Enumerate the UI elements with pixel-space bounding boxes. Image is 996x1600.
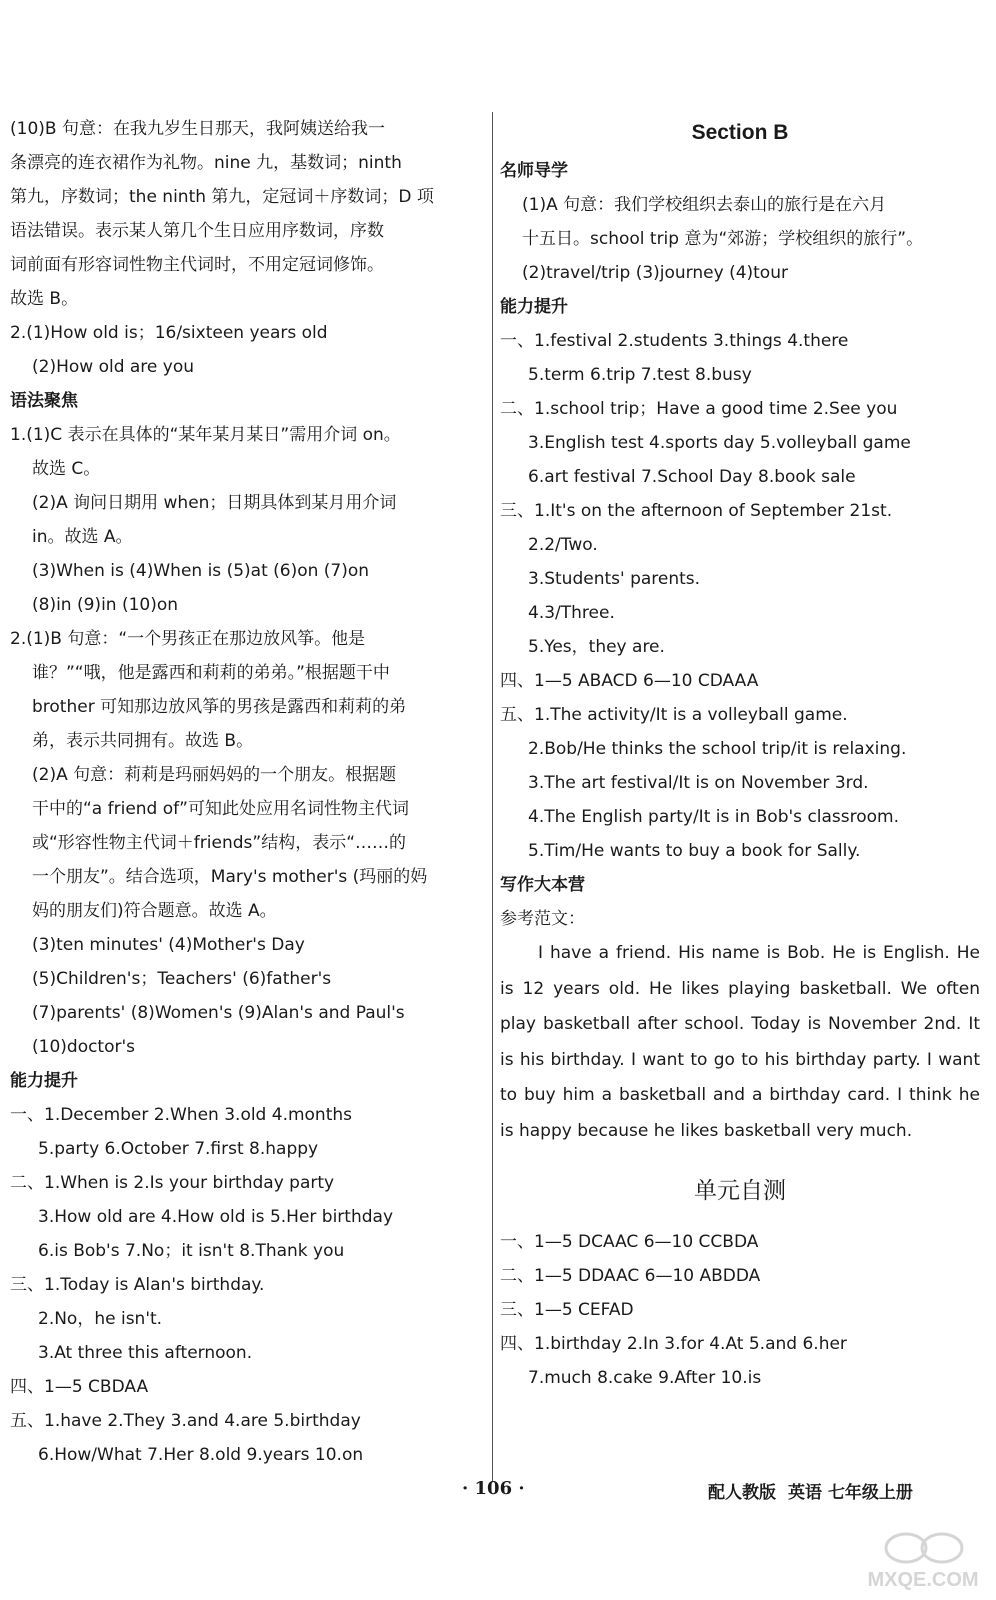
answer-line: 十五日。school trip 意为“郊游；学校组织的旅行”。 xyxy=(522,229,924,249)
answer-line: 2.(1)B 句意：“一个男孩正在那边放风筝。他是 xyxy=(10,629,366,649)
answer-line: (2)travel/trip (3)journey (4)tour xyxy=(522,263,788,283)
answer-line: 四、1.birthday 2.In 3.for 4.At 5.and 6.her xyxy=(500,1334,847,1354)
answer-line: (10)doctor's xyxy=(32,1037,136,1057)
answer-line: 一、1—5 DCAAC 6—10 CCBDA xyxy=(500,1232,759,1252)
section-heading: 写作大本营 xyxy=(500,875,585,895)
section-heading: 名师导学 xyxy=(500,161,568,181)
answer-line: 6.is Bob's 7.No；it isn't 8.Thank you xyxy=(38,1241,345,1261)
answer-line: (1)A 句意：我们学校组织去泰山的旅行是在六月 xyxy=(522,195,887,215)
answer-line: (10)B 句意：在我九岁生日那天，我阿姨送给我一 xyxy=(10,119,385,139)
edition-label: 配人教版 xyxy=(708,1483,776,1503)
answer-line: 二、1.When is 2.Is your birthday party xyxy=(10,1173,335,1193)
answer-line: 词前面有形容词性物主代词时，不用定冠词修饰。 xyxy=(10,255,384,275)
answer-line: (8)in (9)in (10)on xyxy=(32,595,179,615)
answer-line: 4.3/Three. xyxy=(528,603,615,623)
answer-line: in。故选 A。 xyxy=(32,527,133,547)
answer-line: 一、1.festival 2.students 3.things 4.there xyxy=(500,331,849,351)
answer-line: 一个朋友”。结合选项，Mary's mother's (玛丽的妈 xyxy=(32,867,428,887)
answer-line: 1.(1)C 表示在具体的“某年某月某日”需用介词 on。 xyxy=(10,425,401,445)
answer-line: 6.art festival 7.School Day 8.book sale xyxy=(528,467,856,487)
answer-line: 四、1—5 ABACD 6—10 CDAAA xyxy=(500,671,759,691)
answer-line: 参考范文： xyxy=(500,909,585,929)
column-divider xyxy=(492,112,493,1482)
page-footer xyxy=(0,1478,996,1518)
answer-line: 5.party 6.October 7.first 8.happy xyxy=(38,1139,319,1159)
answer-line: 故选 B。 xyxy=(10,289,79,309)
answer-line: (2)A 句意：莉莉是玛丽妈妈的一个朋友。根据题 xyxy=(32,765,397,785)
answer-line: 三、1—5 CEFAD xyxy=(500,1300,634,1320)
answer-line: (7)parents' (8)Women's (9)Alan's and Paul's xyxy=(32,1003,405,1023)
answer-line: 2.(1)How old is；16/sixteen years old xyxy=(10,323,328,343)
answer-line: 4.The English party/It is in Bob's classroom. xyxy=(528,807,900,827)
section-b-answers xyxy=(500,112,980,936)
answer-line: 3.English test 4.sports day 5.volleyball game xyxy=(528,433,911,453)
answer-line: 四、1—5 CBDAA xyxy=(10,1377,149,1397)
answer-line: 二、1.school trip；Have a good time 2.See you xyxy=(500,399,898,419)
svg-text:MXQE.COM: MXQE.COM xyxy=(867,1569,979,1591)
answer-line: 干中的“a friend of”可知此处应用名词性物主代词 xyxy=(32,799,409,819)
watermark-logo xyxy=(858,1524,988,1594)
answer-line: 5.Yes，they are. xyxy=(528,637,665,657)
answer-line: 谁？”“哦，他是露西和莉莉的弟弟。”根据题干中 xyxy=(32,663,390,683)
answer-line: (2)A 询问日期用 when；日期具体到某月用介词 xyxy=(32,493,397,513)
answer-line: 三、1.It's on the afternoon of September 21st. xyxy=(500,501,893,521)
section-heading: 能力提升 xyxy=(10,1071,78,1091)
right-column xyxy=(500,112,980,1395)
answer-line: 第九，序数词；the ninth 第九，定冠词＋序数词；D 项 xyxy=(10,187,434,207)
section-heading: 语法聚焦 xyxy=(10,391,78,411)
answer-line: 3.At three this afternoon. xyxy=(38,1343,253,1363)
answer-line: 3.The art festival/It is on November 3rd. xyxy=(528,773,869,793)
answer-line: 弟，表示共同拥有。故选 B。 xyxy=(32,731,254,751)
section-heading: Section B xyxy=(691,121,789,144)
answer-line: 3.How old are 4.How old is 5.Her birthday xyxy=(38,1207,394,1227)
answer-line: (3)When is (4)When is (5)at (6)on (7)on xyxy=(32,561,370,581)
answer-line: 二、1—5 DDAAC 6—10 ABDDA xyxy=(500,1266,761,1286)
answer-line: 2.Bob/He thinks the school trip/it is relaxing. xyxy=(528,739,907,759)
answer-line: (5)Children's；Teachers' (6)father's xyxy=(32,969,332,989)
answer-line: 语法错误。表示某人第几个生日应用序数词，序数 xyxy=(10,221,384,241)
answer-line: (2)How old are you xyxy=(32,357,195,377)
section-heading: 能力提升 xyxy=(500,297,568,317)
answer-line: 五、1.have 2.They 3.and 4.are 5.birthday xyxy=(10,1411,361,1431)
answer-line: 一、1.December 2.When 3.old 4.months xyxy=(10,1105,353,1125)
answer-line: 妈的朋友们)符合题意。故选 A。 xyxy=(32,901,277,921)
answer-line: 故选 C。 xyxy=(32,459,101,479)
answer-line: 或“形容性物主代词＋friends”结构，表示“……的 xyxy=(32,833,406,853)
answer-line: 2.2/Two. xyxy=(528,535,598,555)
answer-line: 2.No，he isn't. xyxy=(38,1309,163,1329)
answer-line: 6.How/What 7.Her 8.old 9.years 10.on xyxy=(38,1445,364,1465)
unit-test-answers xyxy=(500,1225,980,1395)
answer-line: 3.Students' parents. xyxy=(528,569,701,589)
answer-line: 三、1.Today is Alan's birthday. xyxy=(10,1275,265,1295)
answer-line: 条漂亮的连衣裙作为礼物。nine 九，基数词；ninth xyxy=(10,153,402,173)
answer-line: 5.Tim/He wants to buy a book for Sally. xyxy=(528,841,861,861)
answer-line: (3)ten minutes' (4)Mother's Day xyxy=(32,935,305,955)
unit-test-title: 单元自测 xyxy=(694,1178,786,1204)
subject-label: 英语 七年级上册 xyxy=(788,1483,913,1503)
page-number: · 106 · xyxy=(462,1478,525,1499)
left-column xyxy=(10,112,485,1472)
answer-line: 5.term 6.trip 7.test 8.busy xyxy=(528,365,752,385)
answer-line: 五、1.The activity/It is a volleyball game. xyxy=(500,705,848,725)
answer-line: 7.much 8.cake 9.After 10.is xyxy=(528,1368,762,1388)
answer-line: brother 可知那边放风筝的男孩是露西和莉莉的弟 xyxy=(32,697,407,717)
sample-essay: I have a friend. His name is Bob. He is English. He is 12 years old. He likes playing basketball. We often play basketball after school. Today is November 2nd. It is his birthday. I want to go to his birthday party. I want to buy him a basketball and a birthday card. I think he is happy because he likes basketball very much. xyxy=(500,943,980,1141)
